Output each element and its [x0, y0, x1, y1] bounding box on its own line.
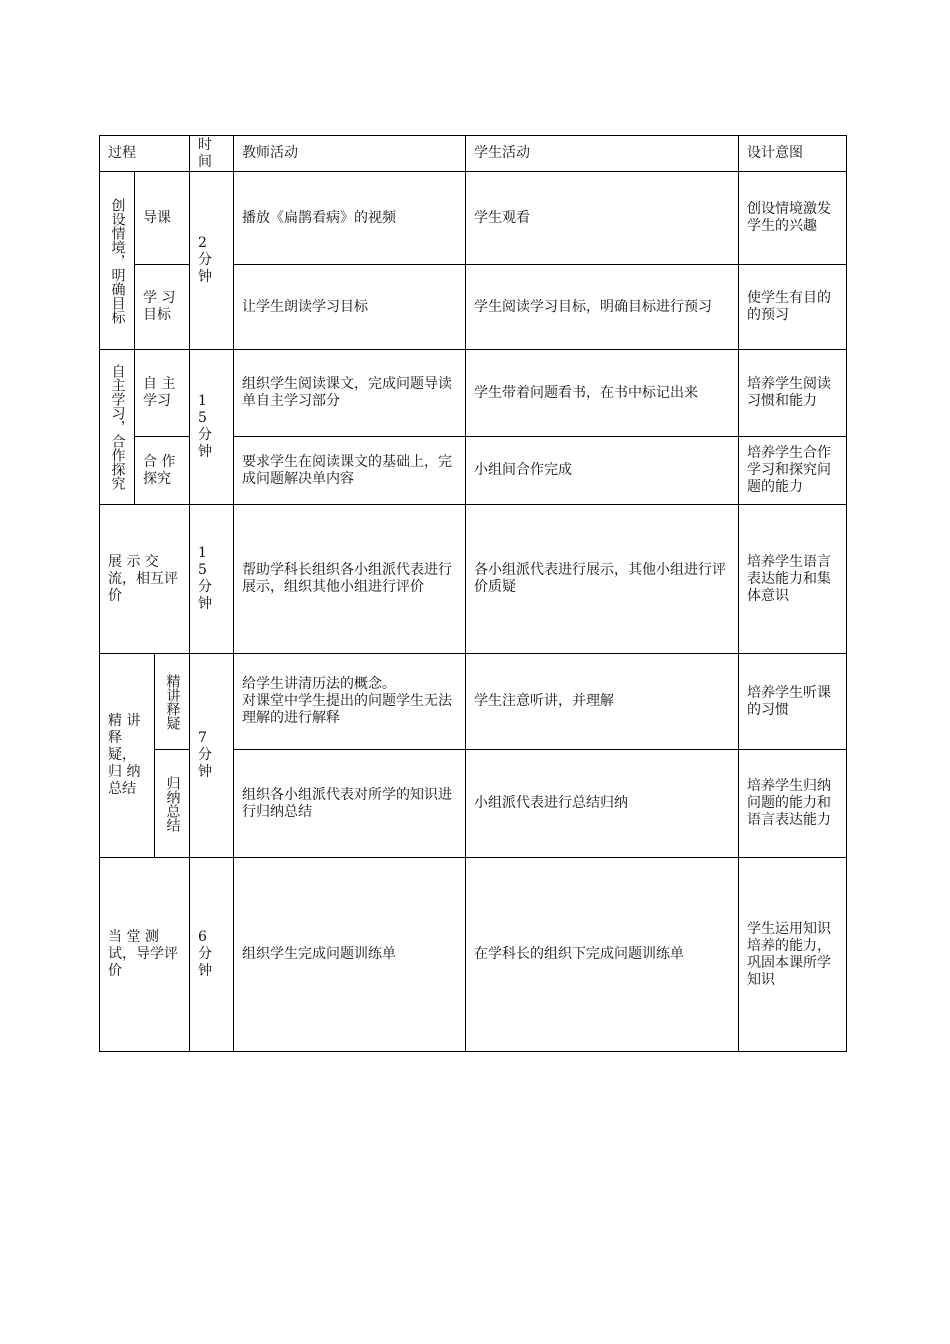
student-activity-cell: 学生注意听讲，并理解 [466, 654, 739, 750]
sub-stage-cell: 导课 [135, 172, 190, 265]
teacher-activity-cell: 帮助学科长组织各小组派代表进行展示，组织其他小组进行评价 [234, 505, 466, 654]
header-time: 时间 [190, 136, 234, 172]
header-intent: 设计意图 [739, 136, 847, 172]
header-student: 学生活动 [466, 136, 739, 172]
header-teacher: 教师活动 [234, 136, 466, 172]
time-cell: 6分钟 [190, 858, 234, 1052]
time-cell: 15分钟 [190, 350, 234, 505]
teacher-activity-cell: 让学生朗读学习目标 [234, 265, 466, 350]
teacher-activity-cell: 组织学生阅读课文，完成问题导读单自主学习部分 [234, 350, 466, 437]
student-activity-cell: 小组间合作完成 [466, 437, 739, 505]
table-row [100, 654, 847, 750]
table-row [100, 172, 847, 265]
design-intent-cell: 学生运用知识培养的能力，巩固本课所学知识 [739, 858, 847, 1052]
teacher-activity-cell: 要求学生在阅读课文的基础上，完成问题解决单内容 [234, 437, 466, 505]
sub-stage-cell: 合 作探究 [135, 437, 190, 505]
time-cell: 15分钟 [190, 505, 234, 654]
teacher-activity-line: 给学生讲清历法的概念。 [242, 676, 396, 692]
student-activity-cell: 各小组派代表进行展示，其他小组进行评价质疑 [466, 505, 739, 654]
teacher-activity-cell: 播放《扁鹊看病》的视频 [234, 172, 466, 265]
sub-stage-cell: 自 主学习 [135, 350, 190, 437]
design-intent-cell: 培养学生语言表达能力和集体意识 [739, 505, 847, 654]
student-activity-cell: 小组派代表进行总结归纳 [466, 750, 739, 858]
design-intent-cell: 创设情境激发学生的兴趣 [739, 172, 847, 265]
table-row [100, 505, 847, 654]
teacher-activity-cell [234, 654, 466, 750]
design-intent-cell: 培养学生合作学习和探究问题的能力 [739, 437, 847, 505]
teacher-activity-line: 对课堂中学生提出的问题学生无法理解的进行解释 [242, 693, 452, 726]
stage-cell: 创设情境，明确目标 [100, 172, 135, 350]
stage-cell: 展 示 交流，相互评价 [100, 505, 190, 654]
design-intent-cell: 使学生有目的的预习 [739, 265, 847, 350]
stage-cell: 自主学习，合作探究 [100, 350, 135, 505]
student-activity-cell: 学生带着问题看书，在书中标记出来 [466, 350, 739, 437]
student-activity-cell: 学生阅读学习目标，明确目标进行预习 [466, 265, 739, 350]
sub-stage-cell: 精讲释疑 [155, 654, 190, 750]
table-row [100, 350, 847, 437]
teacher-activity-cell: 组织学生完成问题训练单 [234, 858, 466, 1052]
stage-cell: 当 堂 测试，导学评价 [100, 858, 190, 1052]
teacher-activity-cell: 组织各小组派代表对所学的知识进行归纳总结 [234, 750, 466, 858]
student-activity-cell: 在学科长的组织下完成问题训练单 [466, 858, 739, 1052]
design-intent-cell: 培养学生归纳问题的能力和语言表达能力 [739, 750, 847, 858]
time-cell: 7分钟 [190, 654, 234, 858]
table-row [100, 858, 847, 1052]
time-cell: 2分钟 [190, 172, 234, 350]
lesson-plan-table [99, 135, 847, 1052]
table-header-row [100, 136, 847, 172]
design-intent-cell: 培养学生听课的习惯 [739, 654, 847, 750]
student-activity-cell: 学生观看 [466, 172, 739, 265]
header-process: 过程 [100, 136, 190, 172]
stage-cell: 精 讲释 疑，归 纳总结 [100, 654, 155, 858]
design-intent-cell: 培养学生阅读习惯和能力 [739, 350, 847, 437]
sub-stage-cell: 学 习目标 [135, 265, 190, 350]
sub-stage-cell: 归纳总结 [155, 750, 190, 858]
